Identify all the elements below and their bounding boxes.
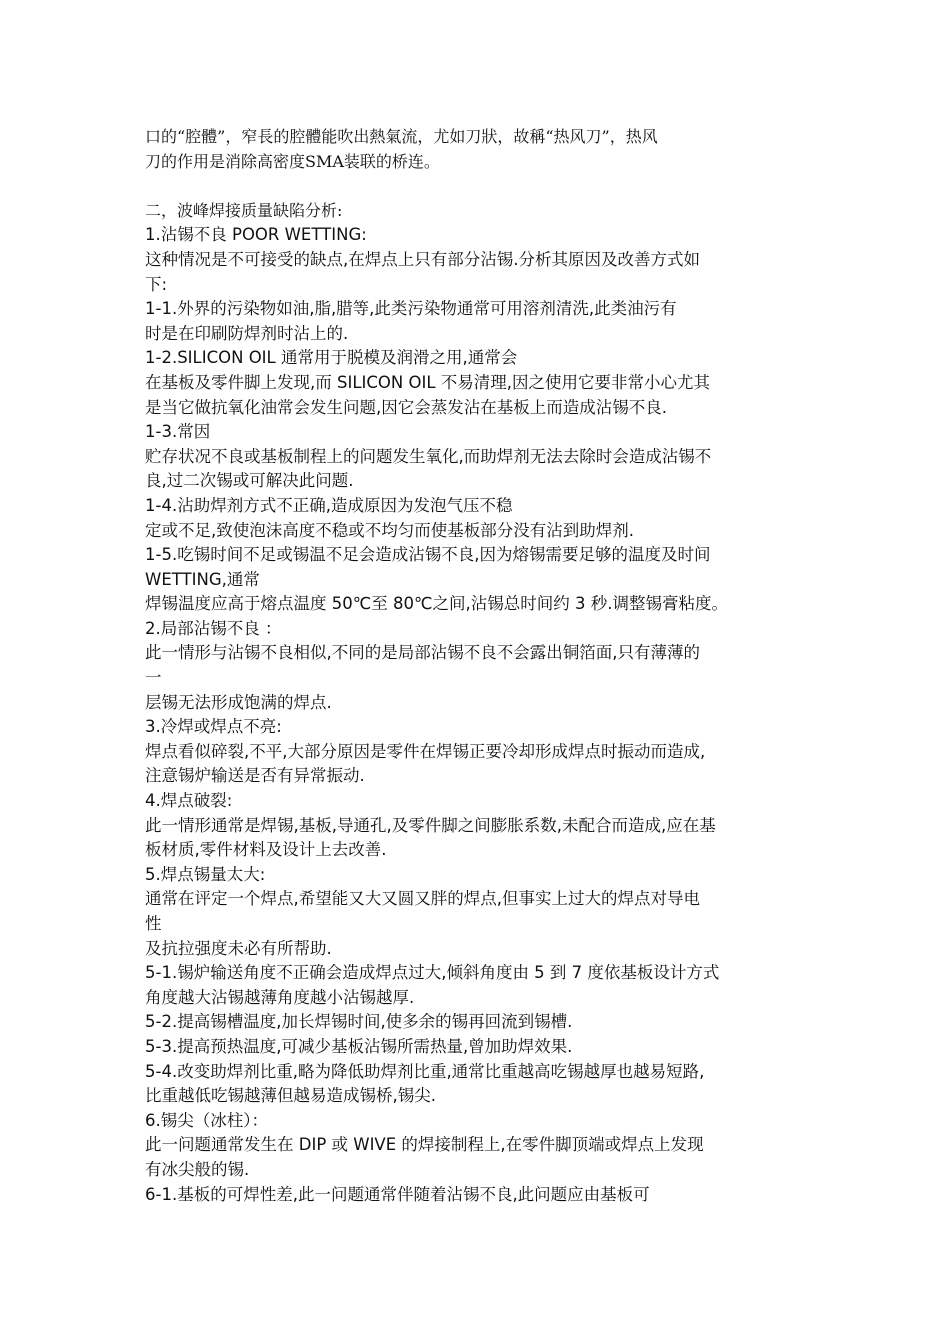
body-line: 1-4.沾助焊剂方式不正确,造成原因为发泡气压不稳 [145, 495, 513, 515]
body-line: 6-1.基板的可焊性差,此一问题通常伴随着沾锡不良,此问题应由基板可 [145, 1184, 650, 1204]
body-line: 良,过二次锡或可解决此问题. [145, 471, 354, 491]
intro-line: 刀的作用是消除高密度SMA装联的桥连。 [145, 151, 440, 171]
body-line: 2.局部沾锡不良 ： [145, 618, 282, 638]
body-line: 通常在评定一个焊点,希望能又大又圆又胖的焊点,但事实上过大的焊点对导电 [145, 889, 700, 909]
body-line: 3.冷焊或焊点不亮: [145, 717, 282, 737]
body-line: 时是在印刷防焊剂时沾上的. [145, 323, 349, 343]
body-line: 比重越低吃锡越薄但越易造成锡桥,锡尖. [145, 1086, 436, 1106]
body-line: 4.焊点破裂: [145, 791, 233, 811]
body-line: 6.锡尖（冰柱）： [145, 1110, 268, 1130]
body-line: 5-1.锡炉输送角度不正确会造成焊点过大,倾斜角度由 5 到 7 度依基板设计方式 [145, 963, 720, 983]
body-line: 角度越大沾锡越薄角度越小沾锡越厚. [145, 987, 415, 1007]
body-line: 有冰尖般的锡. [145, 1159, 250, 1179]
body-line: 在基板及零件脚上发现,而 SILICON OIL 不易清理,因之使用它要非常小心尤其 [145, 372, 711, 392]
section-heading: 二，波峰焊接质量缺陷分析: [145, 200, 343, 220]
body-line: 定或不足,致使泡沫高度不稳或不均匀而使基板部分没有沾到助焊剂. [145, 520, 634, 540]
body-line: 5-3.提高预热温度,可减少基板沾锡所需热量,曾加助焊效果. [145, 1036, 573, 1056]
body-line: 1-2.SILICON OIL 通常用于脱模及润滑之用,通常会 [145, 348, 518, 368]
body-line: 贮存状况不良或基板制程上的问题发生氧化,而助焊剂无法去除时会造成沾锡不 [145, 446, 712, 466]
document-text [145, 125, 815, 1207]
body-line: WETTING,通常 [145, 569, 260, 589]
body-line: 5-4.改变助焊剂比重,略为降低助焊剂比重,通常比重越高吃锡越厚也越易短路, [145, 1061, 705, 1081]
body-line: 此一问题通常发生在 DIP 或 WIVE 的焊接制程上,在零件脚顶端或焊点上发现 [145, 1135, 704, 1155]
body-line: 5.焊点锡量太大: [145, 864, 266, 884]
body-line: 是当它做抗氧化油常会发生问题,因它会蒸发沾在基板上而造成沾锡不良. [145, 397, 667, 417]
intro-line: 口的“腔體”，窄長的腔體能吹出熱氣流，尤如刀狀，故稱“热风刀”，热风 [145, 127, 658, 146]
body-line: 这种情况是不可接受的缺点,在焊点上只有部分沾锡.分析其原因及改善方式如 [145, 249, 700, 269]
body-line: 5-2.提高锡槽温度,加长焊锡时间,使多余的锡再回流到锡槽. [145, 1012, 573, 1032]
body-line: 1-5.吃锡时间不足或锡温不足会造成沾锡不良,因为熔锡需要足够的温度及时间 [145, 545, 711, 565]
paragraph-gap [145, 174, 815, 199]
body-line: 性 [145, 914, 162, 933]
body-line: 一 [145, 668, 162, 688]
body-line: 及抗拉强度未必有所帮助. [145, 938, 332, 958]
body-line: 注意锡炉输送是否有异常振动. [145, 766, 365, 786]
body-line: 1-3.常因 [145, 422, 211, 442]
body-line: 板材质,零件材料及设计上去改善. [145, 840, 387, 860]
body-lines [145, 223, 815, 1207]
body-line: 1-1.外界的污染物如油,脂,腊等,此类污染物通常可用溶剂清洗,此类油污有 [145, 299, 677, 319]
body-line: 1.沾锡不良 POOR WETTING: [145, 225, 367, 245]
body-line: 焊点看似碎裂,不平,大部分原因是零件在焊锡正要冷却形成焊点时振动而造成, [145, 741, 706, 761]
body-line: 下: [145, 274, 168, 294]
body-line: 此一情形通常是焊锡,基板,导通孔,及零件脚之间膨胀系数,未配合而造成,应在基 [145, 815, 716, 835]
body-line: 焊锡温度应高于熔点温度 50℃至 80℃之间,沾锡总时间约 3 秒.调整锡膏粘度。 [145, 594, 729, 614]
body-line: 此一情形与沾锡不良相似,不同的是局部沾锡不良不会露出铜箔面,只有薄薄的 [145, 643, 700, 663]
body-line: 层锡无法形成饱满的焊点. [145, 692, 332, 712]
